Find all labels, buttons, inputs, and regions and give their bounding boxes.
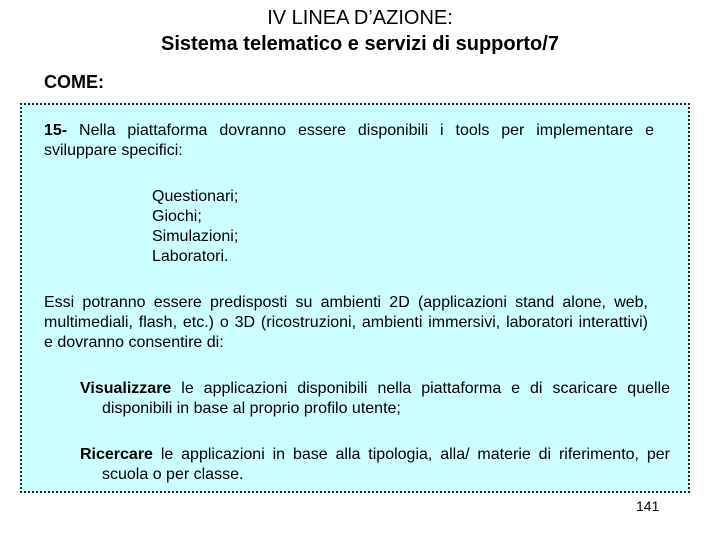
title-line-1: IV LINEA D’AZIONE: — [267, 7, 453, 29]
title-line-2: Sistema telematico e servizi di supporto/7 — [161, 33, 559, 55]
item-text: Nella piattaforma dovranno essere disponibili i tools per implementare e sviluppare specifici: — [44, 122, 654, 159]
bullet-text: le applicazioni disponibili nella piattaforma e di scaricare quelle disponibili in base al proprio profilo utente; — [102, 380, 670, 417]
tools-list — [152, 187, 238, 267]
bullet-bold: Ricercare — [80, 446, 153, 463]
list-item: Questionari; — [152, 188, 239, 205]
item-paragraph — [44, 121, 654, 161]
page-number: 141 — [636, 498, 660, 514]
list-item: Laboratori. — [152, 248, 229, 265]
list-item: Simulazioni; — [152, 228, 239, 245]
description-paragraph: Essi potranno essere predisposti su ambienti 2D (applicazioni stand alone, web, multimediali, flash, etc.) o 3D (ricostruzioni, ambienti immersivi, laboratori interattivi) e dovranno consentire di: — [44, 294, 648, 351]
list-item: Giochi; — [152, 208, 202, 225]
bullet-bold: Visualizzare — [80, 380, 172, 397]
section-heading: COME: — [44, 72, 104, 92]
bullet-text: le applicazioni in base alla tipologia, alla/ materie di riferimento, per scuola o per classe. — [102, 446, 670, 483]
content-box — [20, 103, 690, 493]
bullet-visualize — [80, 379, 670, 419]
item-number: 15- — [44, 122, 68, 139]
bullet-search — [80, 445, 670, 485]
